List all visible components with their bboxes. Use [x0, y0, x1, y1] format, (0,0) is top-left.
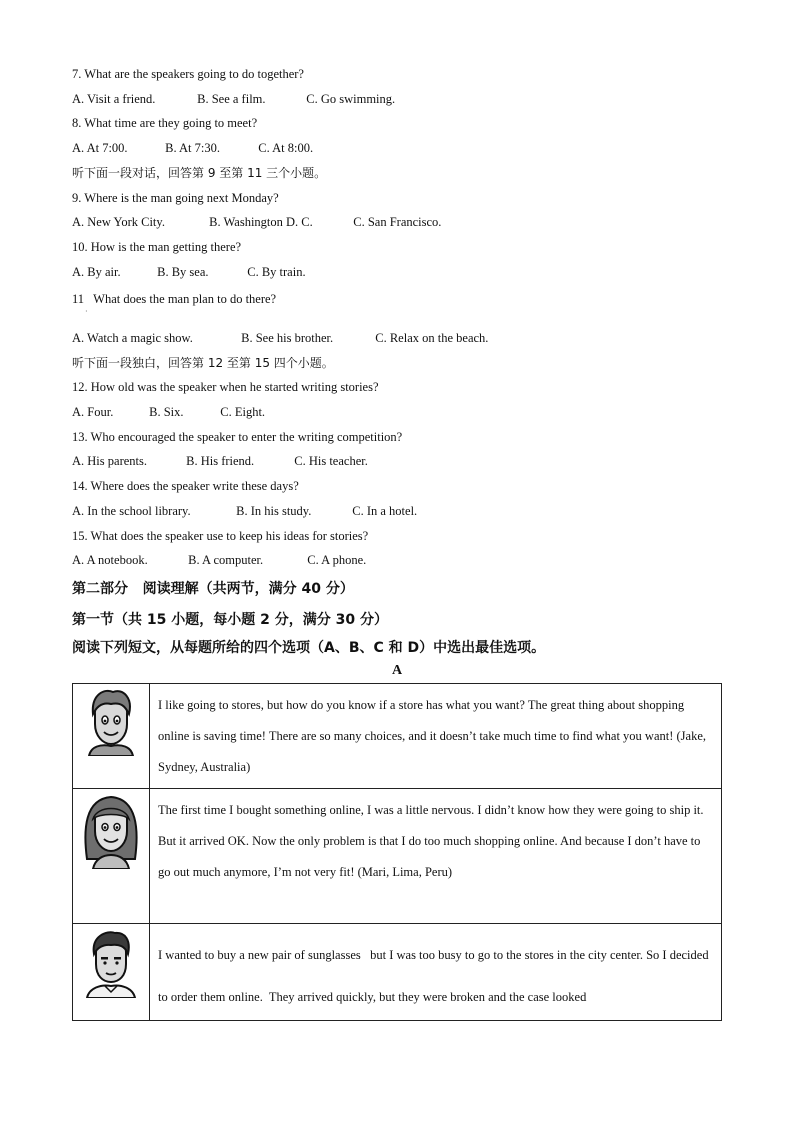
option-c: C. Eight. [220, 405, 266, 419]
question-stem: 12. How old was the speaker when he started writing stories? [72, 380, 379, 394]
option-c: C. At 8:00. [258, 141, 314, 155]
section-heading: 第一节（共 15 小题，每小题 2 分，满分 30 分） [72, 612, 388, 628]
option-b: B. His friend. [186, 454, 255, 468]
option-c: C. A phone. [307, 553, 367, 567]
review-text: I like going to stores, but how do you know if a store has what you want? The great thing about shopping online is saving time! There are so many choices, and it doesn’t take much time to find what you want! (Jake, Sydney, Australia) [158, 698, 707, 774]
question-stem: 14. Where does the speaker write these days? [72, 479, 299, 493]
option-c: C. By train. [247, 265, 306, 279]
question-options [72, 404, 265, 420]
question-options [72, 264, 306, 280]
option-b: B. See his brother. [241, 331, 334, 345]
option-a: A. At 7:00. [72, 141, 128, 155]
question-options [72, 140, 313, 156]
option-a: A. His parents. [72, 454, 147, 468]
question-stem: 8. What time are they going to meet? [72, 116, 258, 130]
option-c: C. His teacher. [294, 454, 368, 468]
reading-instruction: 阅读下列短文，从每题所给的四个选项（A、B、C 和 D）中选出最佳选项。 [72, 640, 546, 656]
part-heading: 第二部分 阅读理解（共两节，满分 40 分） [72, 581, 354, 597]
option-b: B. See a film. [197, 92, 266, 106]
option-b: B. At 7:30. [165, 141, 220, 155]
table-row [73, 684, 722, 789]
review-text-cell [150, 684, 722, 789]
passage-label: A [391, 663, 403, 678]
table-row [73, 789, 722, 924]
table-row [73, 924, 722, 1021]
option-a: A. Visit a friend. [72, 92, 156, 106]
question-stem: 10. How is the man getting there? [72, 240, 242, 254]
option-c: C. San Francisco. [353, 215, 442, 229]
question-stem: 13. Who encouraged the speaker to enter the writing competition? [72, 430, 403, 444]
man-avatar-icon [73, 924, 150, 1021]
review-text: I wanted to buy a new pair of sunglasses but I was too busy to go to the stores in the city center. So I decided to order them online. They arrived quickly, but they were broken and the case looked [158, 948, 712, 1004]
option-a: A. Watch a magic show. [72, 331, 193, 345]
question-options [72, 453, 368, 469]
option-c: C. Go swimming. [306, 92, 396, 106]
stray-dot: · [85, 307, 88, 316]
question-stem: 15. What does the speaker use to keep his ideas for stories? [72, 529, 369, 543]
review-text-cell [150, 789, 722, 924]
question-options [72, 552, 366, 568]
option-c: C. Relax on the beach. [375, 331, 489, 345]
option-b: B. A computer. [188, 553, 264, 567]
option-b: B. Six. [149, 405, 184, 419]
question-options [72, 503, 417, 519]
option-a: A. A notebook. [72, 553, 148, 567]
reviews-table [72, 683, 722, 1021]
question-stem: 9. Where is the man going next Monday? [72, 191, 279, 205]
option-a: A. New York City. [72, 215, 165, 229]
boy-avatar-icon [73, 684, 150, 789]
question-options [72, 91, 395, 107]
question-stem: 11 What does the man plan to do there? [72, 292, 277, 306]
review-text-cell [150, 924, 722, 1021]
option-a: A. In the school library. [72, 504, 191, 518]
option-c: C. In a hotel. [352, 504, 418, 518]
listening-instruction: 听下面一段独白，回答第 12 至第 15 四个小题。 [72, 356, 334, 370]
question-options [72, 214, 441, 230]
option-b: B. By sea. [157, 265, 209, 279]
question-stem: 7. What are the speakers going to do together? [72, 67, 304, 81]
listening-instruction: 听下面一段对话，回答第 9 至第 11 三个小题。 [72, 166, 327, 180]
question-options [72, 330, 488, 346]
girl-avatar-icon [73, 789, 150, 924]
option-a: A. By air. [72, 265, 121, 279]
option-b: B. Washington D. C. [209, 215, 313, 229]
option-b: B. In his study. [236, 504, 312, 518]
review-text: The first time I bought something online, I was a little nervous. I didn’t know how they were going to ship it. But it arrived OK. Now the only problem is that I do too much shopping online. And because I don’t have to go out much anymore, I’m not very fit! (Mari, Lima, Peru) [158, 803, 704, 879]
option-a: A. Four. [72, 405, 114, 419]
